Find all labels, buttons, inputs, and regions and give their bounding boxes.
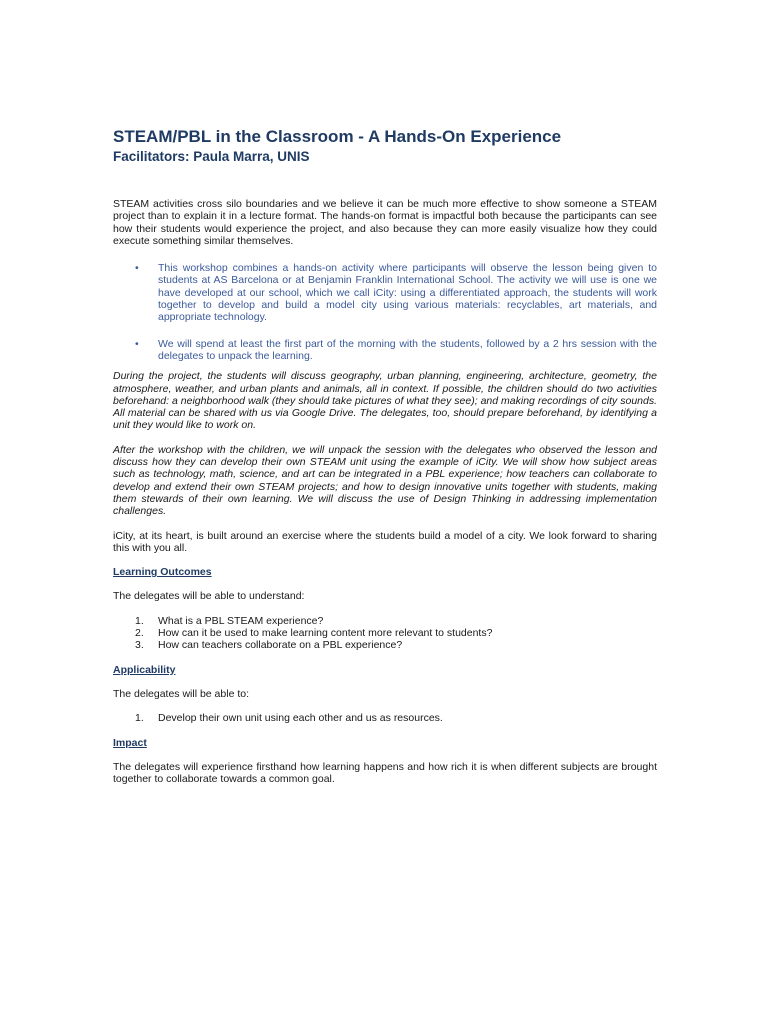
bullet-item (113, 338, 657, 363)
applicability-lead: The delegates will be able to: (113, 687, 250, 700)
bullet-text: We will spend at least the first part of the morning with the students, followed by a 2 hrs session with the delegates to unpack the learning. (158, 337, 657, 362)
applicability-heading: Applicability (113, 663, 176, 676)
intro-paragraph: STEAM activities cross silo boundaries and we believe it can be much more effective to show someone a STEAM project than to explain it in a lecture format. The hands-on format is impactful both because the participants can see how their students would experience the project, and also because they can more easily visualize how they could execute something similar themselves. (113, 198, 657, 247)
list-number: 1. (135, 614, 144, 627)
list-item (113, 639, 657, 651)
list-number: 1. (135, 712, 144, 725)
list-text: What is a PBL STEAM experience? (158, 614, 324, 627)
impact-paragraph: The delegates will experience firsthand how learning happens and how rich it is when different subjects are brought together to collaborate towards a common goal. (113, 760, 657, 786)
document-content (113, 126, 657, 785)
learning-outcomes-list (113, 615, 657, 652)
workshop-unpack-paragraph: After the workshop with the children, we will unpack the session with the delegates who observed the lesson and discuss how they can develop their own STEAM unit using the example of iCity. We will show how subject areas such as technology, math, science, and art can be integrated in a PBL experience; how teachers can collaborate to develop and extend their own STEAM projects; and how to design innovative units together with students, making them stewards of their own learning. We will discuss the use of Design Thinking in addressing implementation challenges. (113, 443, 657, 518)
bullet-text: This workshop combines a hands-on activity where participants will observe the lesson being given to students at AS Barcelona or at Benjamin Franklin International School. The activity we will use is one we have developed at our school, which we call iCity: using a differentiated approach, the students will work together to develop and build a model city using various materials: recyclables, art materials, and appropriate technology. (158, 262, 657, 324)
impact-heading: Impact (113, 736, 147, 749)
learning-outcomes-heading: Learning Outcomes (113, 566, 212, 579)
list-item (113, 627, 657, 639)
list-item (113, 615, 657, 627)
list-number: 2. (135, 627, 144, 640)
document-title: STEAM/PBL in the Classroom - A Hands-On Experience (113, 127, 562, 146)
closing-paragraph: iCity, at its heart, is built around an exercise where the students build a model of a city. We look forward to sharing this with you all. (113, 529, 657, 554)
list-text: How can teachers collaborate on a PBL experience? (158, 639, 403, 652)
bullet-icon: • (135, 337, 139, 350)
list-text: How can it be used to make learning content more relevant to students? (158, 627, 493, 640)
bullet-item (113, 262, 657, 323)
list-text: Develop their own unit using each other and us as resources. (158, 712, 443, 725)
learning-outcomes-lead: The delegates will be able to understand: (113, 590, 305, 603)
project-description-paragraph: During the project, the students will discuss geography, urban planning, engineering, architecture, geometry, the atmosphere, weather, and urban plants and animals, all in context. If possible, the children should do two activities beforehand: a neighborhood walk (they should take pictures of what they see); and making recordings of city sounds. All material can be shared with us via Google Drive. The delegates, too, should prepare beforehand, by identifying a unit they would like to work on. (113, 370, 657, 432)
bullet-icon: • (135, 262, 139, 275)
facilitators-line: Facilitators: Paula Marra, UNIS (113, 149, 310, 164)
list-item (113, 712, 657, 724)
workshop-bullet-list (113, 262, 657, 362)
applicability-list (113, 712, 657, 724)
list-number: 3. (135, 639, 144, 652)
